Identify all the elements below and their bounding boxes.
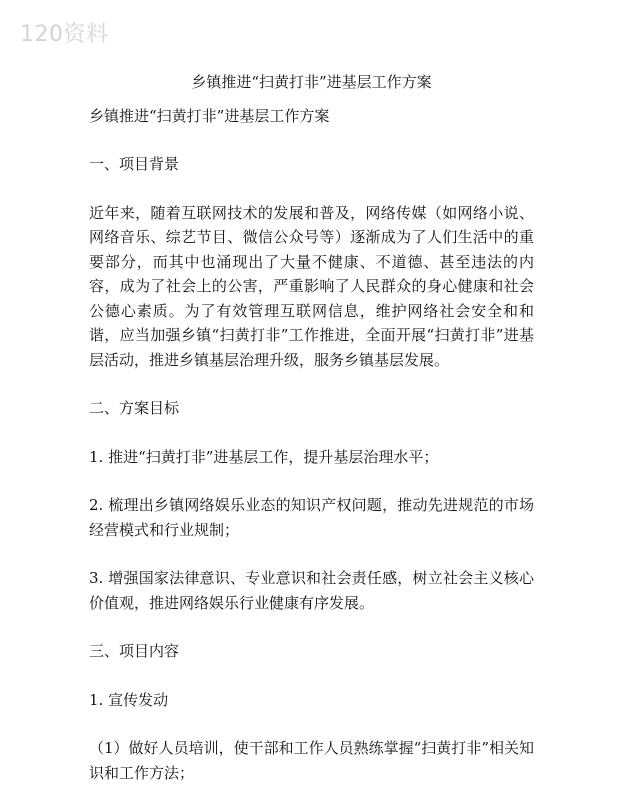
background-paragraph: 近年来，随着互联网技术的发展和普及，网络传媒（如网络小说、网络音乐、综艺节目、微信公众号等）逐渐成为了人们生活中的重要部分，而其中也涌现出了大量不健康、不道德、甚至违法的内容，成为了社会上的公害，严重影响了人民群众的身心健康和社会公德心素质。为了有效管理互联网信息，维护网络社会安全和和谐，应当加强乡镇“扫黄打非”工作推进，全面开展“扫黄打非”进基层活动，推进乡镇基层治理升级，服务乡镇基层发展。 bbox=[89, 203, 534, 369]
section-heading-background: 一、项目背景 bbox=[89, 155, 180, 173]
goal-item-3: 3. 增强国家法律意识、专业意识和社会责任感，树立社会主义核心价值观，推进网络娱乐行业健康有序发展。 bbox=[89, 569, 534, 612]
content-item-training: （1）做好人员培训，使干部和工作人员熟练掌握“扫黄打非”相关知识和工作方法； bbox=[89, 739, 534, 782]
goal-item-2: 2. 梳理出乡镇网络娱乐业态的知识产权问题，推动先进规范的市场经营模式和行业规制； bbox=[89, 496, 534, 539]
content-subheading-publicity: 1. 宣传发动 bbox=[89, 690, 169, 709]
section-heading-content: 三、项目内容 bbox=[89, 642, 180, 660]
goal-item-1: 1. 推进“扫黄打非”进基层工作，提升基层治理水平； bbox=[89, 447, 439, 466]
document-page bbox=[89, 70, 534, 809]
section-heading-goals: 二、方案目标 bbox=[89, 399, 180, 417]
document-title: 乡镇推进“扫黄打非”进基层工作方案 bbox=[191, 73, 432, 91]
watermark-logo: 120资料 bbox=[20, 22, 109, 47]
document-subtitle: 乡镇推进“扫黄打非”进基层工作方案 bbox=[89, 106, 330, 125]
